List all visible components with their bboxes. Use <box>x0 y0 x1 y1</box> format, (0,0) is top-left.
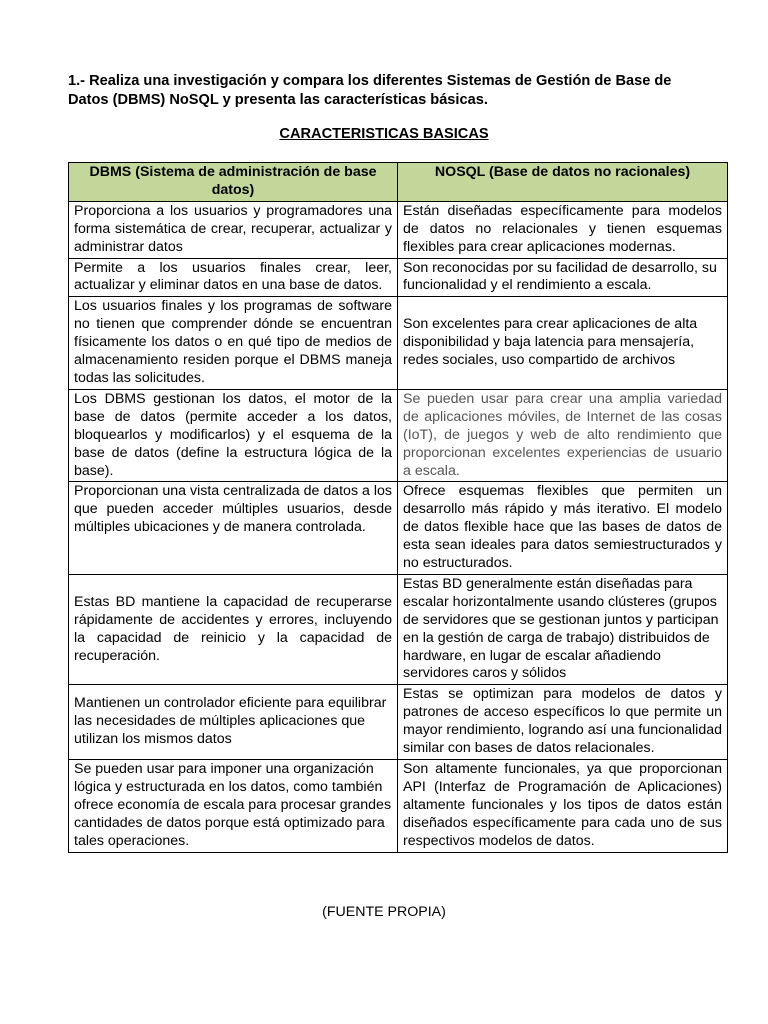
cell-dbms: Permite a los usuarios finales crear, leer, actualizar y eliminar datos en una base de datos. <box>69 258 398 297</box>
cell-nosql: Son reconocidas por su facilidad de desarrollo, su funcionalidad y el rendimiento a escala. <box>398 258 728 297</box>
cell-nosql: Se pueden usar para crear una amplia variedad de aplicaciones móviles, de Internet de las cosas (IoT), de juegos y web de alto rendimiento que proporcionan excelentes experiencias de usuario a escala. <box>398 389 728 482</box>
cell-nosql: Son excelentes para crear aplicaciones de alta disponibilidad y baja latencia para mensajería, redes sociales, uso compartido de archivos <box>398 297 728 390</box>
header-dbms: DBMS (Sistema de administración de base datos) <box>69 163 398 202</box>
cell-dbms: Los usuarios finales y los programas de software no tienen que comprender dónde se encuentran físicamente los datos o en qué tipo de medios de almacenamiento residen porque el DBMS maneja todas las solicitudes. <box>69 297 398 390</box>
cell-nosql: Estas BD generalmente están diseñadas para escalar horizontalmente usando clústeres (grupos de servidores que se gestionan juntos y participan en la gestión de carga de trabajo) distribuidos de hardware, en lugar de escalar añadiendo servidores caros y sólidos <box>398 574 728 684</box>
header-nosql: NOSQL (Base de datos no racionales) <box>398 163 728 202</box>
cell-nosql: Estas se optimizan para modelos de datos y patrones de acceso específicos lo que permite un mayor rendimiento, logrando así una funcionalidad similar con bases de datos relacionales. <box>398 685 728 760</box>
cell-dbms: Estas BD mantiene la capacidad de recuperarse rápidamente de accidentes y errores, incluyendo la capacidad de reinicio y la capacidad de recuperación. <box>69 574 398 684</box>
source-caption: (FUENTE PROPIA) <box>322 904 446 920</box>
cell-nosql: Ofrece esquemas flexibles que permiten un desarrollo más rápido y más iterativo. El modelo de datos flexible hace que las bases de datos de esta sean ideales para datos semiestructurados y no estructurados. <box>398 482 728 575</box>
table-row <box>69 482 728 575</box>
table-row <box>69 760 728 853</box>
cell-dbms: Proporcionan una vista centralizada de datos a los que pueden acceder múltiples usuarios, desde múltiples ubicaciones y de manera controlada. <box>69 482 398 575</box>
cell-nosql: Están diseñadas específicamente para modelos de datos no relacionales y tienen esquemas flexibles para crear aplicaciones modernas. <box>398 201 728 258</box>
cell-dbms: Proporciona a los usuarios y programadores una forma sistemática de crear, recuperar, actualizar y administrar datos <box>69 201 398 258</box>
table-row <box>69 574 728 684</box>
table-row <box>69 201 728 258</box>
table-row <box>69 685 728 760</box>
table-header-row <box>69 163 728 202</box>
comparison-table <box>68 162 728 853</box>
table-row <box>69 389 728 482</box>
cell-dbms: Mantienen un controlador eficiente para equilibrar las necesidades de múltiples aplicaciones que utilizan los mismos datos <box>69 685 398 760</box>
section-heading: CARACTERISTICAS BASICAS <box>279 126 489 142</box>
question-text: 1.- Realiza una investigación y compara los diferentes Sistemas de Gestión de Base de Datos (DBMS) NoSQL y presenta las características básicas. <box>68 73 672 108</box>
cell-dbms: Se pueden usar para imponer una organización lógica y estructurada en los datos, como también ofrece economía de escala para procesar grandes cantidades de datos porque está optimizado para tales operaciones. <box>69 760 398 853</box>
table-row <box>69 297 728 390</box>
cell-dbms: Los DBMS gestionan los datos, el motor de la base de datos (permite acceder a los datos, bloquearlos y modificarlos) y el esquema de la base de datos (define la estructura lógica de la base). <box>69 389 398 482</box>
table-row <box>69 258 728 297</box>
cell-nosql: Son altamente funcionales, ya que proporcionan API (Interfaz de Programación de Aplicaciones) altamente funcionales y los tipos de datos están diseñados específicamente para cada uno de sus respectivos modelos de datos. <box>398 760 728 853</box>
